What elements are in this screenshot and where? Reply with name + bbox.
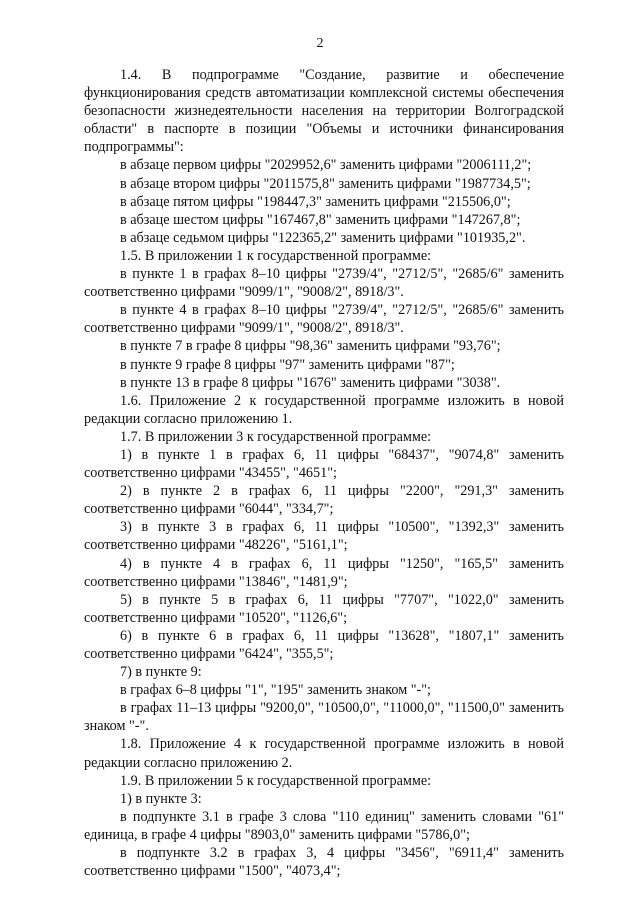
paragraph-1-6: 1.6. Приложение 2 к государственной программе изложить в новой редакции согласно приложению 1.	[84, 392, 564, 427]
paragraph-1-7-item-6: 6) в пункте 6 в графах 6, 11 цифры "13628", "1807,1" заменить соответственно цифрами "6424", "355,5";	[84, 627, 564, 662]
paragraph-1-9-sub-3-2: в подпункте 3.2 в графах 3, 4 цифры "3456", "6911,4" заменить соответственно цифрами "1500", "4073,4";	[84, 845, 564, 880]
paragraph-1-7-item-5: 5) в пункте 5 в графах 6, 11 цифры "7707", "1022,0" заменить соответственно цифрами "10520", "1126,6";	[84, 591, 564, 626]
paragraph-1-9-item-1: 1) в пункте 3:	[120, 790, 202, 807]
paragraph-1-7-item-7-b: в графах 11–13 цифры "9200,0", "10500,0", "11000,0", "11500,0" заменить знаком "-".	[84, 700, 564, 735]
paragraph-1-8: 1.8. Приложение 4 к государственной программе изложить в новой редакции согласно приложению 2.	[84, 736, 564, 771]
paragraph-1-7-item-3: 3) в пункте 3 в графах 6, 11 цифры "10500", "1392,3" заменить соответственно цифрами "48226", "5161,1";	[84, 519, 564, 554]
paragraph-1-7-item-1: 1) в пункте 1 в графах 6, 11 цифры "68437", "9074,8" заменить соответственно цифрами "43455", "4651";	[84, 446, 564, 482]
paragraph-1-4: 1.4. В подпрограмме "Создание, развитие и обеспечение функционирования средств автоматизации комплексной системы обеспечения безопасности жизнедеятельности населения на территории Волгоградской области" в паспорте в позиции "Объемы и источники финансирования подпрограммы":	[84, 67, 564, 156]
document-body	[84, 66, 564, 880]
paragraph-1-9: 1.9. В приложении 5 к государственной программе:	[120, 772, 432, 789]
page-number: 2	[316, 36, 324, 51]
paragraph-1-5: 1.5. В приложении 1 к государственной программе:	[120, 247, 432, 264]
paragraph-1-5-item-9: в пункте 9 графе 8 цифры "97" заменить цифрами "87";	[120, 356, 455, 373]
paragraph-1-7-item-2: 2) в пункте 2 в графах 6, 11 цифры "2200", "291,3" заменить соответственно цифрами "6044", "334,7";	[84, 483, 564, 518]
paragraph-1-5-item-7: в пункте 7 в графе 8 цифры "98,36" заменить цифрами "93,76";	[120, 338, 501, 355]
paragraph-abzac-6: в абзаце шестом цифры "167467,8" заменить цифрами "147267,8";	[120, 211, 521, 228]
paragraph-1-7-item-4: 4) в пункте 4 в графах 6, 11 цифры "1250", "165,5" заменить соответственно цифрами "13846", "1481,9";	[84, 555, 564, 590]
paragraph-abzac-5: в абзаце пятом цифры "198447,3" заменить цифрами "215506,0";	[120, 193, 511, 210]
paragraph-1-5-item-13: в пункте 13 в графе 8 цифры "1676" заменить цифрами "3038".	[120, 374, 501, 391]
paragraph-1-5-item-4: в пункте 4 в графах 8–10 цифры "2739/4", "2712/5", "2685/6" заменить соответственно цифрами "9099/1", "9008/2", 8918/3".	[84, 302, 564, 337]
paragraph-1-5-item-1: в пункте 1 в графах 8–10 цифры "2739/4", "2712/5", "2685/6" заменить соответственно цифрами "9099/1", "9008/2", 8918/3".	[84, 266, 564, 301]
paragraph-abzac-7: в абзаце седьмом цифры "122365,2" заменить цифрами "101935,2".	[120, 229, 526, 246]
paragraph-1-9-sub-3-1: в подпункте 3.1 в графе 3 слова "110 единиц" заменить словами "61" единица, в графе 4 цифры "8903,0" заменить цифрами "5786,0";	[84, 808, 564, 843]
paragraph-abzac-1: в абзаце первом цифры "2029952,6" заменить цифрами "2006111,2";	[120, 157, 532, 174]
paragraph-abzac-2: в абзаце втором цифры "2011575,8" заменить цифрами "1987734,5";	[120, 175, 531, 192]
paragraph-1-7-item-7-a: в графах 6–8 цифры "1", "195" заменить знаком "-";	[120, 682, 431, 699]
paragraph-1-7: 1.7. В приложении 3 к государственной программе:	[120, 428, 432, 445]
paragraph-1-7-item-7: 7) в пункте 9:	[120, 664, 202, 681]
